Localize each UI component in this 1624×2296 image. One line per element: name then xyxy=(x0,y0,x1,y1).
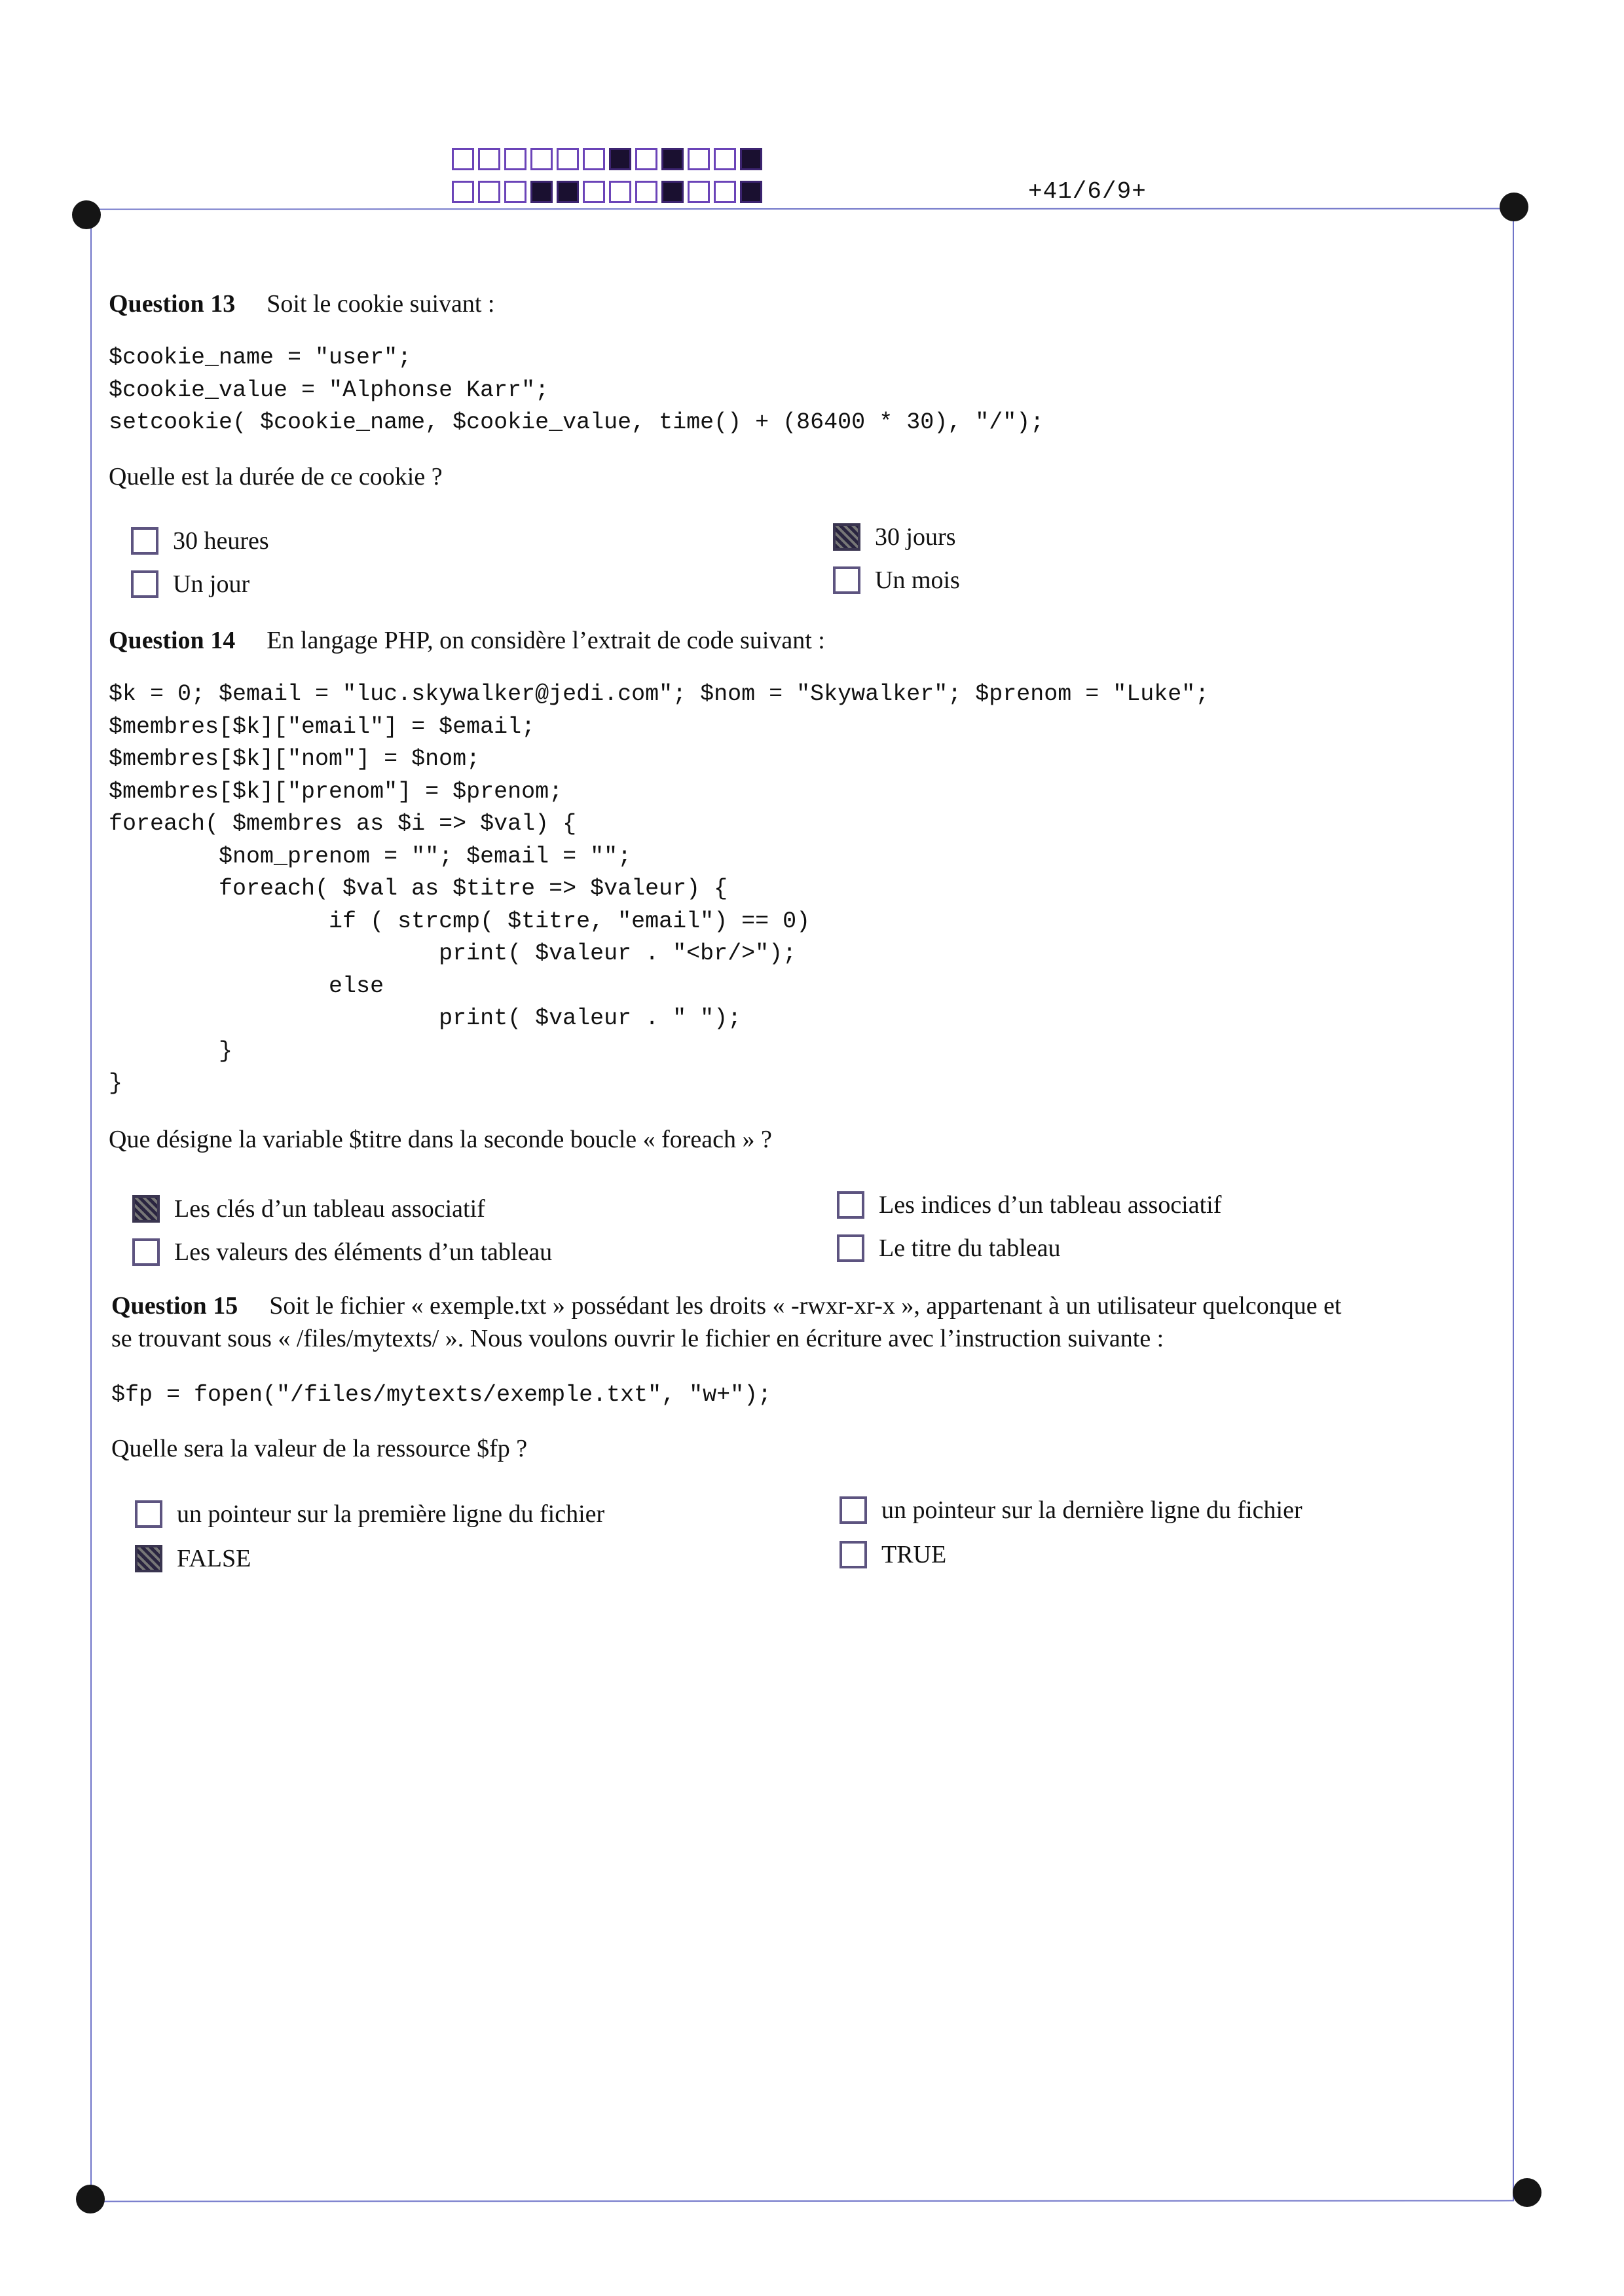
checkbox-checked[interactable] xyxy=(132,1195,160,1223)
barcode-cell-empty xyxy=(714,148,736,170)
question-prompt: Soit le fichier « exemple.txt » possédant les droits « -rwxr-xr-x », appartenant à un utilisateur quelconque et xyxy=(269,1292,1342,1320)
barcode-cell-empty xyxy=(557,148,579,170)
barcode-cell-filled xyxy=(557,181,579,203)
barcode-cell-filled xyxy=(740,148,762,170)
answer-option[interactable] xyxy=(837,1191,1221,1219)
checkbox[interactable] xyxy=(833,566,860,594)
question-prompt: Soit le cookie suivant : xyxy=(267,290,495,318)
barcode-cell-empty xyxy=(504,148,526,170)
answer-label: TRUE xyxy=(881,1541,947,1568)
page-code: +41/6/9+ xyxy=(1028,178,1147,205)
answer-option[interactable] xyxy=(837,1234,1061,1263)
question-label: Question 14 xyxy=(109,627,236,654)
question-prompt: En langage PHP, on considère l’extrait de code suivant : xyxy=(267,627,825,654)
answer-label: un pointeur sur la dernière ligne du fichier xyxy=(881,1496,1302,1524)
answer-option[interactable] xyxy=(833,523,956,551)
barcode-cell-filled xyxy=(661,181,684,203)
barcode-cell-empty xyxy=(688,181,710,203)
checkbox[interactable] xyxy=(837,1234,864,1262)
answer-option[interactable] xyxy=(135,1544,251,1573)
barcode-cell-filled xyxy=(530,181,553,203)
barcode-cell-empty xyxy=(504,181,526,203)
registration-mark-bottom-right xyxy=(1513,2178,1541,2207)
checkbox[interactable] xyxy=(131,527,158,555)
barcode-cell-empty xyxy=(452,181,474,203)
code-block: $cookie_name = "user"; $cookie_value = "Alphonse Karr"; setcookie( $cookie_name, $cookie_value, time() + (86400 * 30), "/"); xyxy=(109,344,1044,435)
barcode-cell-empty xyxy=(478,148,500,170)
barcode-cell-empty xyxy=(583,181,605,203)
code-block: $fp = fopen("/files/mytexts/exemple.txt", "w+"); xyxy=(111,1382,772,1408)
question-14-header xyxy=(109,626,825,655)
question-text: Quelle sera la valeur de la ressource $fp ? xyxy=(111,1435,528,1462)
answer-label: Les clés d’un tableau associatif xyxy=(174,1195,485,1223)
question-text: Quelle est la durée de ce cookie ? xyxy=(109,463,443,491)
registration-mark-bottom-left xyxy=(76,2185,105,2213)
answer-option[interactable] xyxy=(132,1194,485,1223)
barcode-row-1 xyxy=(452,148,766,170)
answer-label: 30 heures xyxy=(173,527,269,555)
answer-option[interactable] xyxy=(833,566,960,595)
answer-label: FALSE xyxy=(177,1545,251,1572)
question-prompt-continued: se trouvant sous « /files/mytexts/ ». Nous voulons ouvrir le fichier en écriture avec l’instruction suivante : xyxy=(111,1325,1164,1352)
question-15-header xyxy=(111,1291,1342,1320)
barcode-cell-empty xyxy=(635,181,657,203)
checkbox[interactable] xyxy=(132,1238,160,1266)
checkbox[interactable] xyxy=(840,1541,867,1568)
checkbox[interactable] xyxy=(840,1496,867,1524)
barcode-cell-empty xyxy=(688,148,710,170)
answer-label: Le titre du tableau xyxy=(879,1234,1061,1262)
answer-option[interactable] xyxy=(131,527,269,555)
barcode-cell-empty xyxy=(452,148,474,170)
checkbox-checked[interactable] xyxy=(135,1545,162,1572)
answer-label: Un jour xyxy=(173,570,250,598)
answer-label: Un mois xyxy=(875,566,960,594)
question-13-header xyxy=(109,289,495,318)
barcode-cell-empty xyxy=(583,148,605,170)
checkbox-checked[interactable] xyxy=(833,523,860,551)
checkbox[interactable] xyxy=(837,1191,864,1219)
answer-label: 30 jours xyxy=(875,523,956,551)
checkbox[interactable] xyxy=(135,1500,162,1528)
barcode-cell-filled xyxy=(740,181,762,203)
barcode-cell-empty xyxy=(714,181,736,203)
barcode-row-2 xyxy=(452,181,766,203)
barcode-cell-filled xyxy=(661,148,684,170)
answer-option[interactable] xyxy=(132,1238,552,1267)
checkbox[interactable] xyxy=(131,570,158,598)
question-label: Question 13 xyxy=(109,290,236,318)
barcode-cell-empty xyxy=(635,148,657,170)
registration-mark-top-left xyxy=(72,200,101,229)
answer-option[interactable] xyxy=(840,1496,1302,1525)
barcode-cell-empty xyxy=(530,148,553,170)
answer-option[interactable] xyxy=(840,1540,946,1569)
answer-label: un pointeur sur la première ligne du fichier xyxy=(177,1500,605,1528)
answer-option[interactable] xyxy=(131,570,249,599)
answer-label: Les indices d’un tableau associatif xyxy=(879,1191,1222,1219)
code-block: $k = 0; $email = "luc.skywalker@jedi.com"; $nom = "Skywalker"; $prenom = "Luke"; $membres[$k]["email"] = $email; $membres[$k]["nom"] = $nom; $membres[$k]["prenom"] = $prenom; foreach( $membres as $i => $val) { $nom_prenom = ""; $email = ""; foreach( $val as $titre => $valeur) { if ( strcmp( $titre, "email") == 0) print( $valeur . "<br/>"); else print( $valeur . " "); } } xyxy=(109,681,1209,1096)
question-text: Que désigne la variable $titre dans la seconde boucle « foreach » ? xyxy=(109,1126,772,1153)
answer-label: Les valeurs des éléments d’un tableau xyxy=(174,1238,553,1266)
barcode-cell-filled xyxy=(609,148,631,170)
barcode-cell-empty xyxy=(478,181,500,203)
registration-mark-top-right xyxy=(1500,193,1528,221)
barcode-cell-empty xyxy=(609,181,631,203)
question-label: Question 15 xyxy=(111,1292,238,1320)
answer-option[interactable] xyxy=(135,1500,604,1528)
